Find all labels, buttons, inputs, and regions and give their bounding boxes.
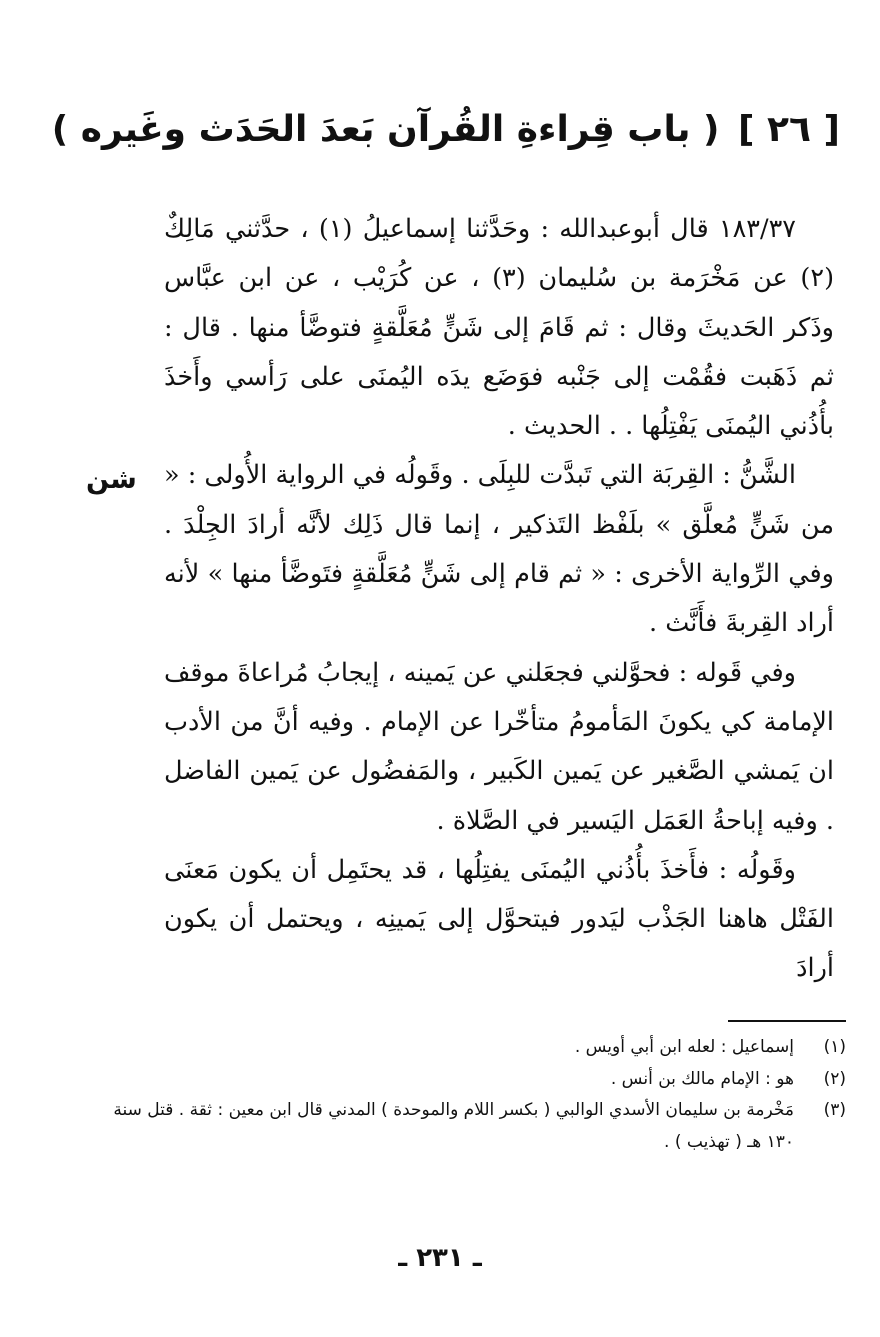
footnote-number: (٣) [823, 1100, 846, 1120]
main-text [164, 205, 834, 994]
footnote-item [106, 1032, 846, 1064]
page-number: ـ ٢٣١ ـ [398, 1243, 482, 1273]
section-title: ( باب قِراءةِ القُرآن بَعدَ الحَدَث وغَيره ) [51, 109, 720, 150]
margin-keyword: شن [86, 464, 137, 495]
footnote-number: (١) [823, 1037, 846, 1057]
footnote-item [106, 1064, 846, 1096]
footnotes [106, 1032, 846, 1158]
paragraph-shann: الشَّنُّ : القِربَة التي تَبدَّت للبِلَى . وقَولُه في الرواية الأُولى : « من شَنٍّ مُعلَّق » بلَفْظ التَذكير ، إنما قال ذَلِك لأنَّه أرادَ الجِلْدَ . وفي الرِّواية الأخرى : « ثم قام إلى شَنٍّ مُعَلَّقةٍ فتَوضَّأ منها » لأنه أراد القِربةَ فأَنَّث . [164, 460, 834, 639]
footnote-item [106, 1095, 846, 1158]
footnote-text: إسماعيل : لعله ابن أبي أويس . [574, 1037, 794, 1057]
footnote-number: (٢) [823, 1068, 846, 1089]
paragraph-imamah: وفي قَوله : فحوَّلني فجعَلني عن يَمينه ، إيجابُ مُراعاةَ موقف الإمامة كي يكونَ المَأمومُ متأخّرا عن الإمام . وفيه أنَّ من الأدب ان يَمشي الصَّغير عن يَمين الكَبير ، والمَفضُول عن يَمين الفاضل . وفيه إباحةُ العَمَل اليَسير في الصَّلاة . [164, 657, 834, 836]
footnote-divider [728, 1020, 846, 1022]
footnote-text: هو : الإمام مالك بن أنس . [610, 1068, 794, 1089]
footnote-text: مَخْرمة بن سليمان الأسدي الوالبي ( بكسر اللام والموحدة ) المدني قال ابن معين : ثقة . قتل سنة ١٣٠ هـ ( تهذيب ) . [113, 1100, 794, 1152]
section-number: [ ٢٦ ] [738, 109, 840, 150]
paragraph-fatl: وقَولُه : فأَخذَ بأُذُني اليُمنَى يفتِلُها ، قد يحتَمِل أن يكون مَعنَى الفَتْل هاهنا الجَذْب ليَدور فيتحوَّل إلى يَمينِه ، ويحتمل أن يكون أرادَ [164, 854, 834, 984]
paragraph-hadith: ١٨٣/٣٧ قال أبوعبدالله : وحَدَّثنا إسماعيلُ (١) ، حدَّثني مَالِكٌ (٢) عن مَخْرَمة بن سُليمان (٣) ، عن كُرَيْب ، عن ابن عبَّاس وذَكر الحَديثَ وقال : ثم قَامَ إلى شَنٍّ مُعَلَّقةٍ فتوضَّأ منها . قال : ثم ذَهَبت فقُمْت إلى جَنْبه فوَضَع يدَه اليُمنَى على رَأسي وأَخذَ بأُذُني اليُمنَى يَفْتِلُها . . الحديث . [164, 214, 835, 442]
section-heading [51, 100, 840, 160]
